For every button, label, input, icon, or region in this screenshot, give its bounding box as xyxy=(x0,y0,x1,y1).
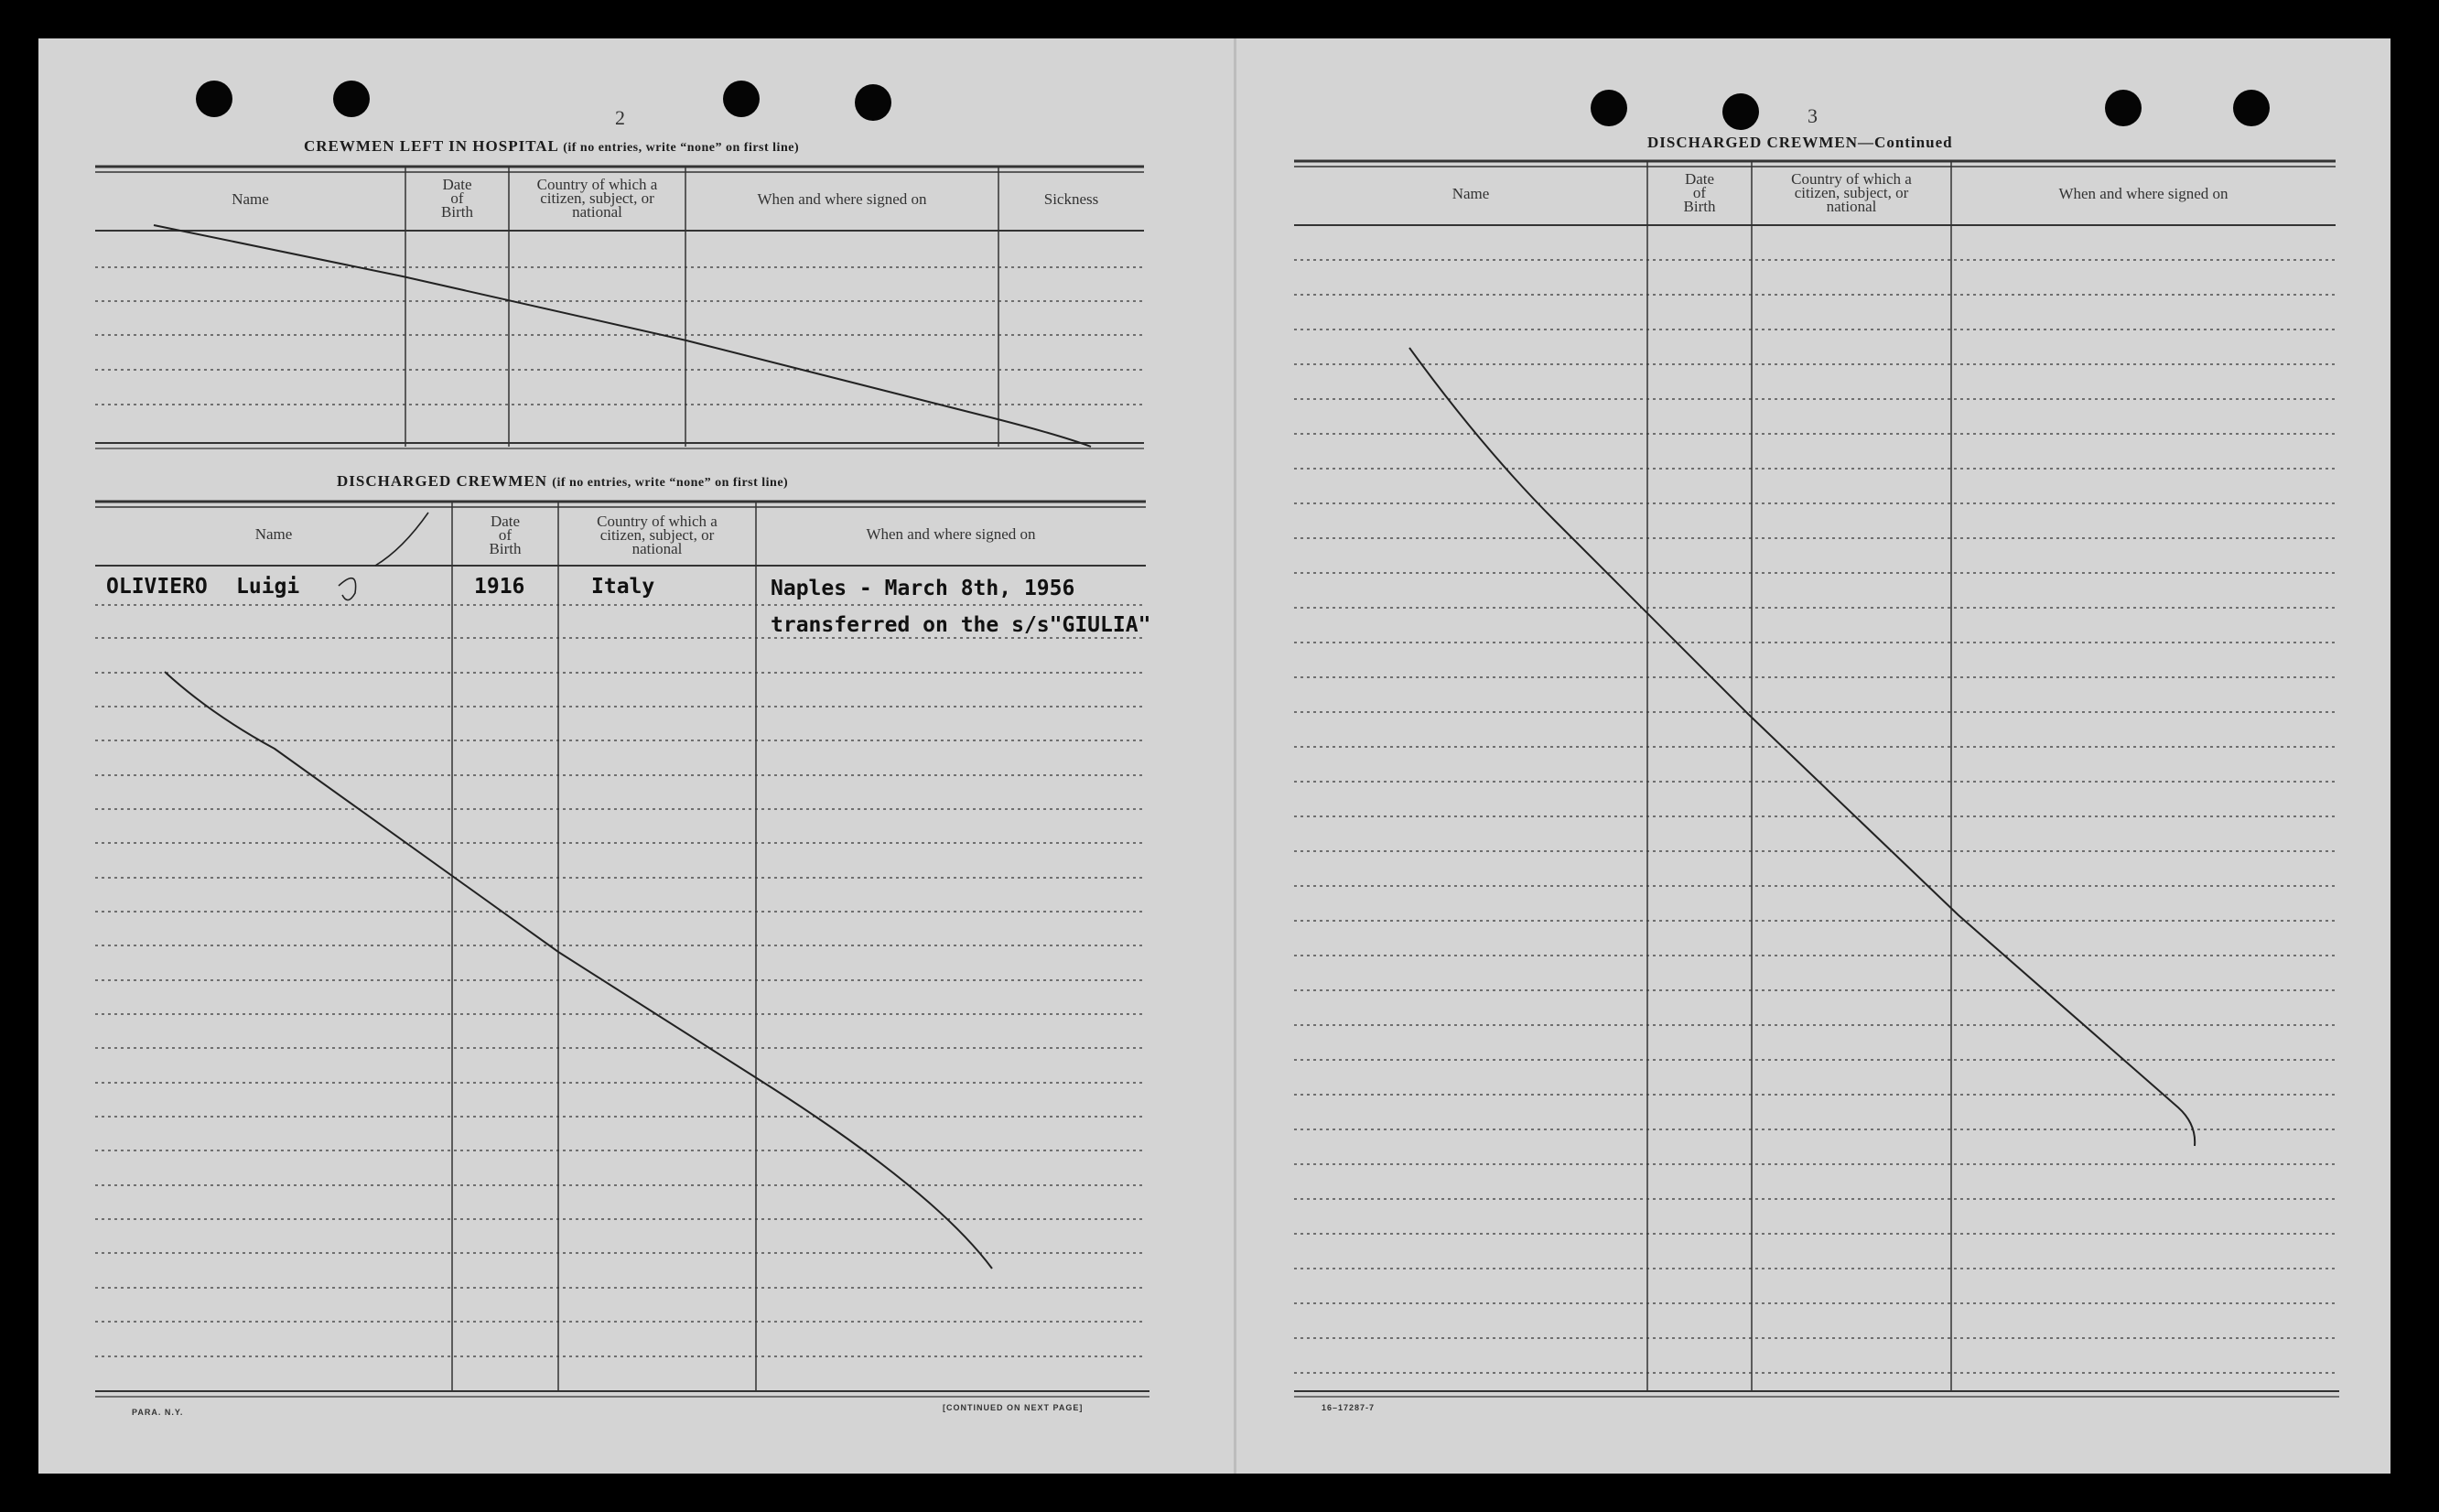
hospital-title-text: CREWMEN LEFT IN HOSPITAL xyxy=(304,137,558,155)
discharged-col-name: Name xyxy=(254,525,293,543)
footer-printer-mark: PARA. N.Y. xyxy=(132,1408,184,1417)
discharged-title-text: DISCHARGED CREWMEN xyxy=(337,472,548,490)
continued-col-country: Country of which a citizen, subject, or national xyxy=(1791,170,1912,215)
crewman-birth-year: 1916 xyxy=(474,575,525,599)
hospital-col-country: Country of which a citizen, subject, or national xyxy=(536,176,658,221)
hospital-col-name: Name xyxy=(232,190,269,208)
discharged-col-signed: When and where signed on xyxy=(866,525,1036,543)
footer-continued: [CONTINUED ON NEXT PAGE] xyxy=(943,1403,1084,1412)
hospital-col-dob: Date of Birth xyxy=(441,176,473,221)
discharged-col-dob: Date of Birth xyxy=(489,513,522,557)
crewman-surname: OLIVIERO xyxy=(106,575,208,599)
discharged-section-title xyxy=(337,472,788,491)
continued-col-dob: Date of Birth xyxy=(1683,170,1716,215)
continued-col-signed: When and where signed on xyxy=(2058,185,2229,202)
page-number-right: 3 xyxy=(1808,104,1818,127)
discharged-col-country: Country of which a citizen, subject, or national xyxy=(597,513,718,557)
hospital-col-signed: When and where signed on xyxy=(757,190,927,208)
crewman-country: Italy xyxy=(591,575,655,599)
footer-form-number: 16–17287-7 xyxy=(1322,1403,1376,1412)
hospital-title-note: (if no entries, write “none” on first line) xyxy=(563,141,800,155)
discharged-continued-title: DISCHARGED CREWMEN—Continued xyxy=(1647,134,1953,151)
hospital-section-title xyxy=(304,137,799,156)
discharged-title-note: (if no entries, write “none” on first line) xyxy=(552,476,789,490)
page-number-left: 2 xyxy=(615,106,625,129)
crewman-given-name: Luigi xyxy=(236,575,300,599)
hospital-col-sickness: Sickness xyxy=(1043,190,1099,208)
crewman-remark: transferred on the s/s"GIULIA" xyxy=(771,613,1151,637)
crewman-signed-on: Naples - March 8th, 1956 xyxy=(771,577,1075,600)
continued-col-name: Name xyxy=(1452,185,1490,202)
